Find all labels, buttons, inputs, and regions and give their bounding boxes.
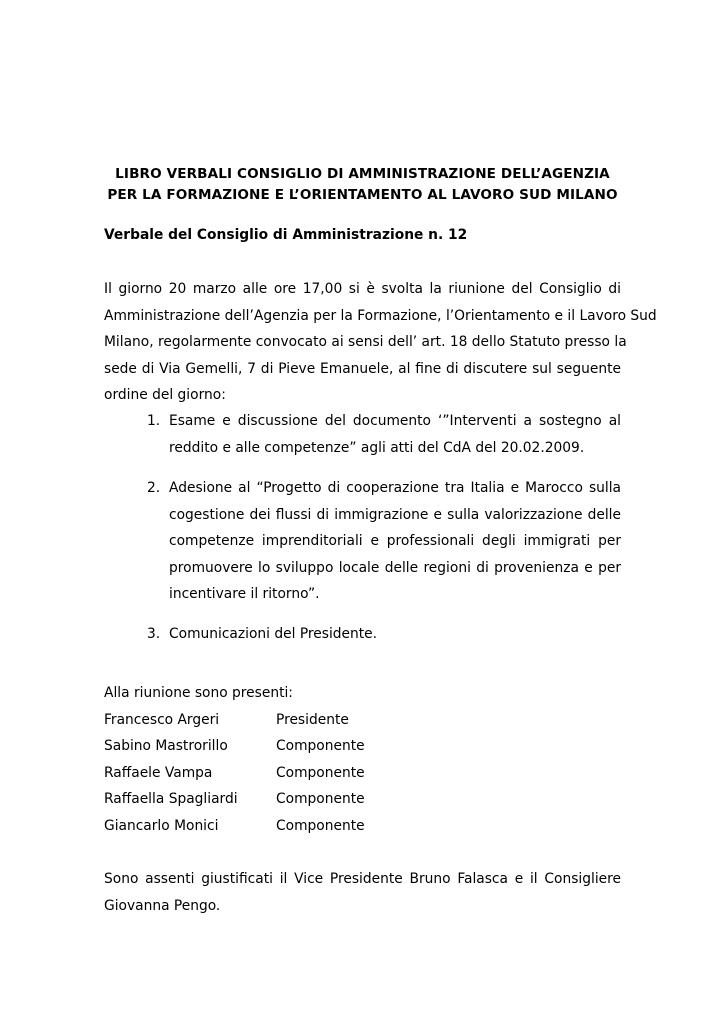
agenda-list: [147, 475, 621, 608]
attendee-role: Componente: [276, 738, 365, 754]
agenda-item-line: competenze imprenditoriali e professionali degli immigrati per: [169, 533, 621, 549]
attendee-name: Raffaele Vampa: [104, 764, 213, 781]
document-title: [0, 164, 725, 206]
title-line: PER LA FORMAZIONE E L’ORIENTAMENTO AL LAVORO SUD MILANO: [107, 187, 618, 203]
agenda-item-number: 2.: [147, 480, 161, 496]
agenda-item-line: Adesione al “Progetto di cooperazione tra Italia e Marocco sulla: [169, 480, 621, 496]
paragraph-line: Sono assenti giustificati il Vice Presidente Bruno Falasca e il Consigliere: [104, 871, 621, 887]
agenda-list: [147, 621, 621, 648]
attendees-intro-text: Alla riunione sono presenti:: [104, 685, 293, 701]
agenda-item-line: Esame e discussione del documento ‘”Interventi a sostegno al: [169, 413, 621, 429]
agenda-item-line: promuovere lo sviluppo locale delle regioni di provenienza e per: [169, 559, 621, 576]
agenda-item-line: reddito e alle competenze” agli atti del CdA del 20.02.2009.: [169, 439, 585, 456]
agenda-item-line: Comunicazioni del Presidente.: [169, 626, 378, 642]
minutes-heading: Verbale del Consiglio di Amministrazione n. 12: [104, 227, 468, 243]
absent-paragraph: [104, 866, 621, 919]
paragraph-line: Milano, regolarmente convocato ai sensi dell’ art. 18 dello Statuto presso la: [104, 334, 627, 350]
agenda-item: [147, 475, 621, 608]
paragraph-line: Amministrazione dell’Agenzia per la Formazione, l’Orientamento e il Lavoro Sud: [104, 307, 657, 324]
attendee-name: Sabino Mastrorillo: [104, 738, 228, 754]
agenda-item-number: 1.: [147, 413, 161, 429]
attendee-name: Raffaella Spagliardi: [104, 791, 238, 807]
intro-paragraph: [104, 276, 657, 409]
attendee-role: Presidente: [276, 711, 349, 728]
title-line: LIBRO VERBALI CONSIGLIO DI AMMINISTRAZIONE DELL’AGENZIA: [115, 166, 610, 182]
agenda-list: [147, 408, 621, 461]
attendee-name: Francesco Argeri: [104, 711, 220, 728]
agenda-item-line: incentivare il ritorno”.: [169, 586, 320, 602]
paragraph-line: ordine del giorno:: [104, 387, 226, 403]
attendee-name: Giancarlo Monici: [104, 817, 219, 834]
attendee-role: Componente: [276, 817, 365, 834]
paragraph-line: Giovanna Pengo.: [104, 897, 221, 914]
agenda-item-line: cogestione dei flussi di immigrazione e sulla valorizzazione delle: [169, 506, 621, 523]
agenda-item: [147, 408, 621, 461]
agenda-item: [147, 621, 621, 648]
paragraph-line: sede di Via Gemelli, 7 di Pieve Emanuele, al fine di discutere sul seguente: [104, 360, 621, 377]
attendee-role: Componente: [276, 764, 365, 781]
attendee-role: Componente: [276, 791, 365, 807]
paragraph-line: Il giorno 20 marzo alle ore 17,00 si è svolta la riunione del Consiglio di: [104, 281, 621, 297]
agenda-item-number: 3.: [147, 626, 161, 642]
